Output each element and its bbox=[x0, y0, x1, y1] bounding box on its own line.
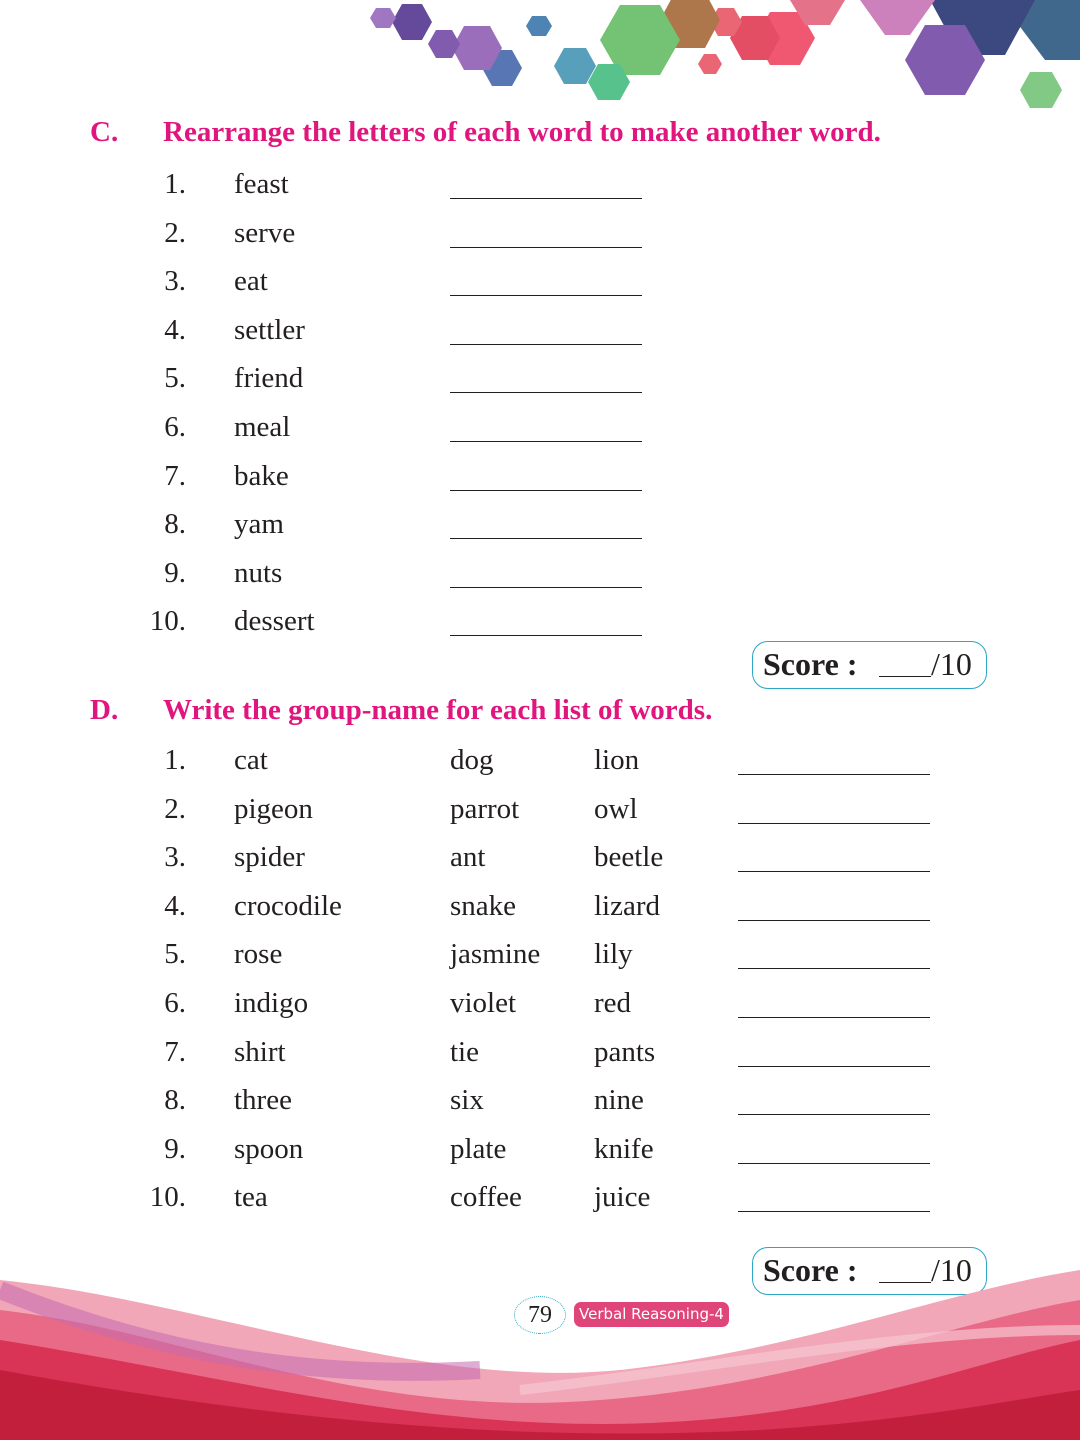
item-number: 4. bbox=[164, 889, 186, 922]
item-word: serve bbox=[234, 216, 296, 249]
word-3: knife bbox=[594, 1132, 654, 1165]
word-3: pants bbox=[594, 1035, 656, 1068]
item-number: 7. bbox=[164, 1035, 186, 1068]
list-item bbox=[0, 1082, 1080, 1126]
word-1: shirt bbox=[234, 1035, 286, 1068]
word-2: jasmine bbox=[450, 938, 541, 971]
word-3: beetle bbox=[594, 841, 664, 874]
word-3: owl bbox=[594, 792, 638, 825]
answer-blank[interactable] bbox=[738, 1131, 930, 1164]
answer-blank[interactable] bbox=[738, 742, 930, 775]
item-number: 2. bbox=[164, 216, 186, 249]
answer-blank[interactable] bbox=[450, 409, 642, 442]
answer-blank[interactable] bbox=[738, 1082, 930, 1115]
item-number: 9. bbox=[164, 556, 186, 589]
word-2: six bbox=[450, 1084, 484, 1117]
answer-blank[interactable] bbox=[738, 985, 930, 1018]
answer-blank[interactable] bbox=[738, 888, 930, 921]
item-number: 3. bbox=[164, 841, 186, 874]
score-label: Score : bbox=[763, 646, 858, 682]
answer-blank[interactable] bbox=[450, 603, 642, 636]
answer-blank[interactable] bbox=[738, 1179, 930, 1212]
item-number: 2. bbox=[164, 792, 186, 825]
item-number: 8. bbox=[164, 508, 186, 541]
word-2: tie bbox=[450, 1035, 479, 1068]
word-2: snake bbox=[450, 889, 517, 922]
answer-blank[interactable] bbox=[450, 458, 642, 491]
word-3: juice bbox=[594, 1181, 651, 1214]
page-number: 79 bbox=[514, 1296, 566, 1334]
item-word: eat bbox=[234, 265, 268, 298]
item-number: 4. bbox=[164, 313, 186, 346]
list-item bbox=[0, 360, 1080, 404]
hexagon-decoration bbox=[0, 0, 1080, 130]
item-number: 8. bbox=[164, 1084, 186, 1117]
item-number: 10. bbox=[149, 1181, 186, 1214]
word-2: parrot bbox=[450, 792, 520, 825]
list-item bbox=[0, 555, 1080, 599]
item-number: 5. bbox=[164, 938, 186, 971]
list-item bbox=[0, 1131, 1080, 1175]
list-item bbox=[0, 791, 1080, 835]
list-item bbox=[0, 215, 1080, 259]
section-letter: D. bbox=[90, 694, 119, 726]
answer-blank[interactable] bbox=[450, 215, 642, 248]
item-number: 10. bbox=[149, 605, 186, 638]
list-item bbox=[0, 1179, 1080, 1223]
word-3: lizard bbox=[594, 889, 661, 922]
item-word: feast bbox=[234, 168, 289, 200]
word-2: ant bbox=[450, 841, 486, 874]
book-title-tag: Verbal Reasoning-4 bbox=[574, 1302, 729, 1327]
list-item bbox=[0, 985, 1080, 1029]
word-3: lily bbox=[594, 938, 633, 971]
section-letter: C. bbox=[90, 116, 119, 148]
word-3: red bbox=[594, 987, 632, 1019]
word-2: coffee bbox=[450, 1181, 522, 1214]
list-item bbox=[0, 839, 1080, 883]
word-1: cat bbox=[234, 744, 268, 776]
word-1: rose bbox=[234, 938, 283, 971]
list-item bbox=[0, 742, 1080, 786]
item-number: 1. bbox=[164, 744, 186, 776]
list-item bbox=[0, 506, 1080, 550]
answer-blank[interactable] bbox=[738, 839, 930, 872]
item-word: friend bbox=[234, 362, 304, 395]
word-1: three bbox=[234, 1084, 292, 1117]
answer-blank[interactable] bbox=[450, 166, 642, 199]
word-3: lion bbox=[594, 744, 640, 776]
list-item bbox=[0, 458, 1080, 502]
item-number: 5. bbox=[164, 362, 186, 395]
answer-blank[interactable] bbox=[450, 263, 642, 296]
list-item bbox=[0, 312, 1080, 356]
list-item bbox=[0, 409, 1080, 453]
item-number: 3. bbox=[164, 265, 186, 298]
list-item bbox=[0, 936, 1080, 980]
word-1: crocodile bbox=[234, 889, 342, 922]
answer-blank[interactable] bbox=[450, 506, 642, 539]
list-item bbox=[0, 166, 1080, 210]
score-box-c bbox=[752, 641, 987, 689]
score-blank[interactable] bbox=[879, 676, 931, 677]
word-1: tea bbox=[234, 1181, 268, 1214]
item-number: 7. bbox=[164, 459, 186, 492]
item-number: 6. bbox=[164, 411, 186, 443]
item-number: 9. bbox=[164, 1132, 186, 1165]
item-word: dessert bbox=[234, 605, 315, 638]
answer-blank[interactable] bbox=[738, 936, 930, 969]
word-3: nine bbox=[594, 1084, 644, 1117]
score-total: /10 bbox=[931, 646, 972, 682]
answer-blank[interactable] bbox=[738, 791, 930, 824]
item-number: 6. bbox=[164, 987, 186, 1019]
section-title: Rearrange the letters of each word to make another word. bbox=[163, 116, 881, 148]
item-word: nuts bbox=[234, 556, 283, 589]
list-item bbox=[0, 888, 1080, 932]
word-2: violet bbox=[450, 987, 517, 1019]
score-total: /10 bbox=[931, 1252, 972, 1288]
list-item bbox=[0, 263, 1080, 307]
item-word: meal bbox=[234, 411, 291, 443]
answer-blank[interactable] bbox=[450, 360, 642, 393]
word-1: spoon bbox=[234, 1132, 304, 1165]
item-number: 1. bbox=[164, 168, 186, 200]
section-title: Write the group-name for each list of words. bbox=[163, 694, 713, 726]
answer-blank[interactable] bbox=[738, 1034, 930, 1067]
item-word: yam bbox=[234, 508, 284, 541]
item-word: settler bbox=[234, 313, 305, 346]
word-2: plate bbox=[450, 1132, 507, 1165]
word-1: indigo bbox=[234, 987, 309, 1019]
word-1: pigeon bbox=[234, 792, 313, 825]
list-item bbox=[0, 1034, 1080, 1078]
score-label: Score : bbox=[763, 1252, 858, 1288]
answer-blank[interactable] bbox=[450, 555, 642, 588]
word-1: spider bbox=[234, 841, 305, 874]
item-word: bake bbox=[234, 459, 289, 492]
answer-blank[interactable] bbox=[450, 312, 642, 345]
word-2: dog bbox=[450, 744, 494, 776]
